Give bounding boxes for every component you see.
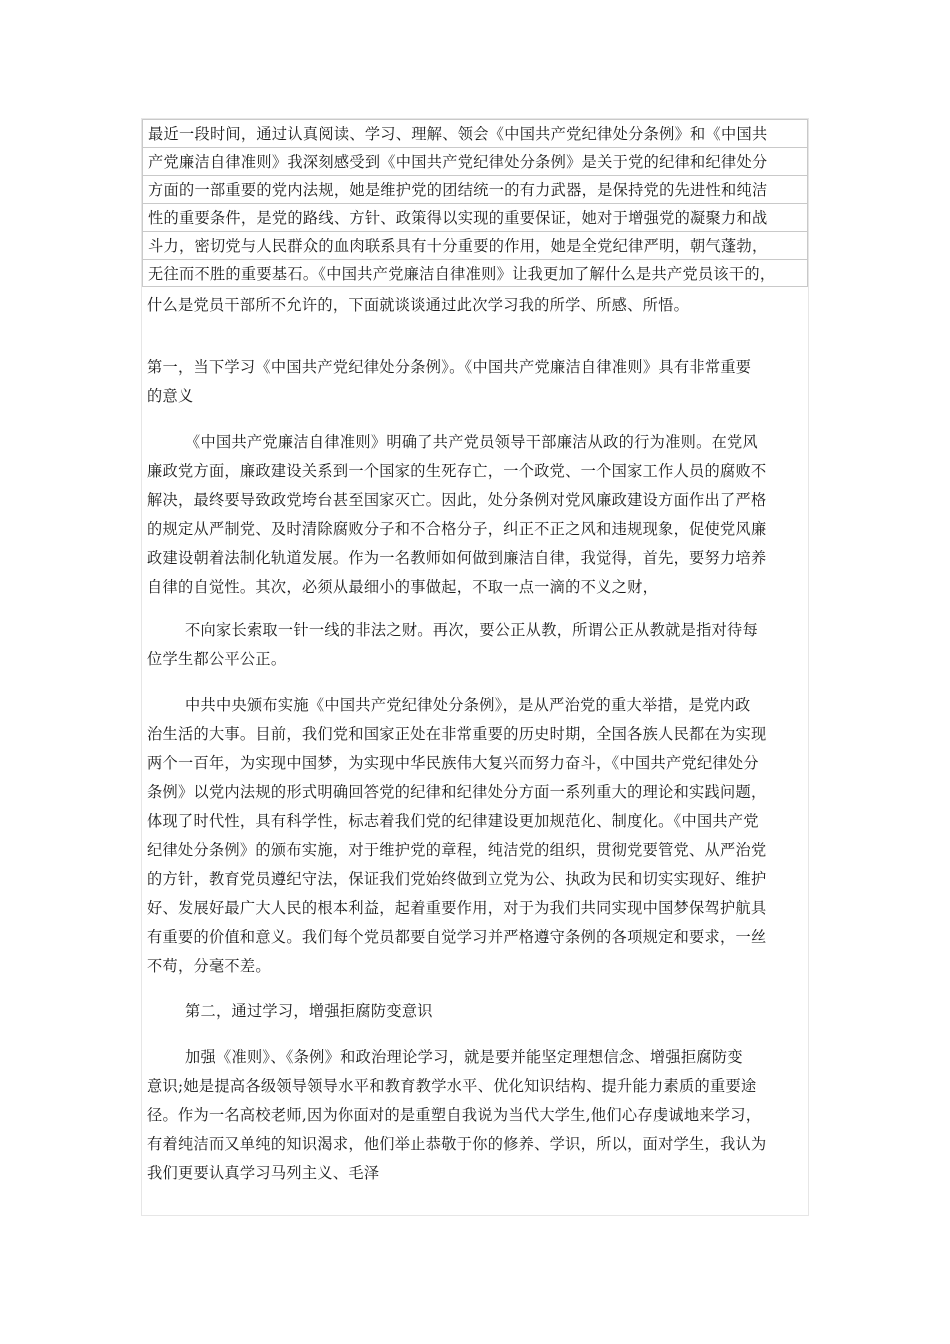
heading-first-line: 的意义 [147,387,194,405]
intro-line: 产党廉洁自律准则》我深刻感受到《中国共产党纪律处分条例》是关于党的纪律和纪律处分 [142,147,808,175]
intro-line: 性的重要条件，是党的路线、方针、政策得以实现的重要保证，她对于增强党的凝聚力和战 [142,203,808,231]
intro-line: 方面的一部重要的党内法规，她是维护党的团结统一的有力武器，是保持党的先进性和纯洁 [142,175,808,203]
paragraph-line: 治生活的大事。目前，我们党和国家正处在非常重要的历史时期，全国各族人民都在为实现 [147,725,767,743]
paragraph-1 [147,428,807,602]
paragraph-line: 径。作为一名高校老师,因为你面对的是重塑自我说为当代大学生,他们心存虔诚地来学习， [147,1106,762,1124]
paragraph-4 [147,1043,807,1188]
document-page [141,118,809,1216]
heading-second-line: 第二，通过学习，增强拒腐防变意识 [185,1002,433,1020]
intro-line: 斗力，密切党与人民群众的血肉联系具有十分重要的作用，她是全党纪律严明，朝气蓬勃， [142,231,808,259]
paragraph-line: 的规定从严制党、及时清除腐败分子和不合格分子，纠正不正之风和违规现象，促使党风廉 [147,520,767,538]
paragraph-line: 不苟，分毫不差。 [147,957,271,975]
intro-tail [147,291,807,320]
intro-tail-line: 什么是党员干部所不允许的，下面就谈谈通过此次学习我的所学、所感、所悟。 [147,296,690,314]
paragraph-line: 的方针，教育党员遵纪守法，保证我们党始终做到立党为公、执政为民和切实实现好、维护 [147,870,767,888]
paragraph-line: 廉政党方面，廉政建设关系到一个国家的生死存亡，一个政党、一个国家工作人员的腐败不 [147,462,767,480]
heading-second [147,997,807,1026]
heading-first [147,353,807,411]
paragraph-line: 我们更要认真学习马列主义、毛泽 [147,1164,380,1182]
paragraph-line: 不向家长索取一针一线的非法之财。再次，要公正从教，所谓公正从教就是指对待每 [185,621,759,639]
paragraph-line: 政建设朝着法制化轨道发展。作为一名教师如何做到廉洁自律，我觉得，首先，要努力培养 [147,549,767,567]
paragraph-line: 《中国共产党廉洁自律准则》明确了共产党员领导干部廉洁从政的行为准则。在党风 [185,433,759,451]
paragraph-line: 位学生都公平公正。 [147,650,287,668]
paragraph-3 [147,691,807,981]
paragraph-line: 意识;她是提高各级领导领导水平和教育教学水平、优化知识结构、提升能力素质的重要途 [147,1077,757,1095]
paragraph-line: 自律的自觉性。其次，必须从最细小的事做起，不取一点一滴的不义之财， [147,578,659,596]
intro-boxed-block [142,119,808,287]
intro-line: 无往而不胜的重要基石。《中国共产党廉洁自律准则》让我更加了解什么是共产党员该干的， [142,259,808,287]
paragraph-2 [147,616,807,674]
paragraph-line: 有重要的价值和意义。我们每个党员都要自觉学习并严格遵守条例的各项规定和要求，一丝 [147,928,767,946]
paragraph-line: 中共中央颁布实施《中国共产党纪律处分条例》，是从严治党的重大举措，是党内政 [185,696,751,714]
paragraph-line: 两个一百年，为实现中国梦，为实现中华民族伟大复兴而努力奋斗，《中国共产党纪律处分 [147,754,759,772]
paragraph-line: 有着纯洁而又单纯的知识渴求，他们举止恭敬于你的修养、学识，所以，面对学生，我认为 [147,1135,767,1153]
paragraph-line: 好、发展好最广大人民的根本利益，起着重要作用，对于为我们共同实现中国梦保驾护航具 [147,899,767,917]
paragraph-line: 解决，最终要导致政党垮台甚至国家灭亡。因此，处分条例对党风廉政建设方面作出了严格 [147,491,767,509]
paragraph-line: 加强《准则》、《条例》和政治理论学习，就是要并能坚定理想信念、增强拒腐防变 [185,1048,743,1066]
paragraph-line: 条例》以党内法规的形式明确回答党的纪律和纪律处分方面一系列重大的理论和实践问题， [147,783,767,801]
paragraph-line: 纪律处分条例》的颁布实施，对于维护党的章程，纯洁党的组织，贯彻党要管党、从严治党 [147,841,767,859]
intro-line: 最近一段时间，通过认真阅读、学习、理解、领会《中国共产党纪律处分条例》和《中国共 [142,119,808,147]
heading-first-line: 第一，当下学习《中国共产党纪律处分条例》。《中国共产党廉洁自律准则》具有非常重要 [147,358,752,376]
paragraph-line: 体现了时代性，具有科学性，标志着我们党的纪律建设更加规范化、制度化。《中国共产党 [147,812,759,830]
